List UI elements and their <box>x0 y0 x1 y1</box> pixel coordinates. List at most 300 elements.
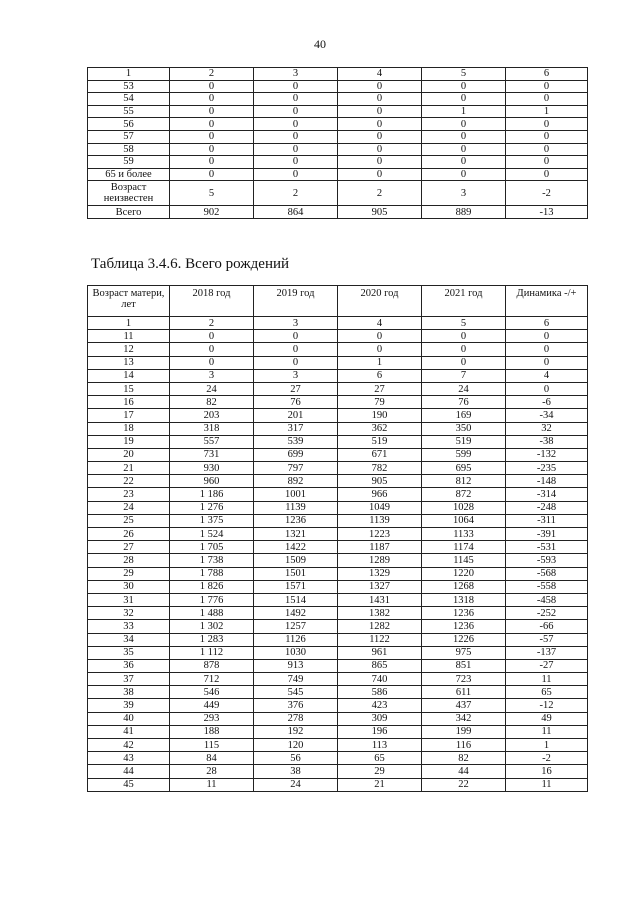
table-cell: 45 <box>88 778 170 791</box>
table-cell: 350 <box>422 422 506 435</box>
table-cell: 749 <box>254 673 338 686</box>
table-cell: 872 <box>422 488 506 501</box>
table-cell: 5 <box>170 181 254 206</box>
table-cell: -558 <box>506 580 588 593</box>
table-cell: 0 <box>506 168 588 181</box>
table-row <box>88 181 588 206</box>
table-cell: 34 <box>88 633 170 646</box>
table-cell: 82 <box>422 752 506 765</box>
table-cell: 892 <box>254 475 338 488</box>
table-cell: 31 <box>88 593 170 606</box>
table-cell: 38 <box>254 765 338 778</box>
table-cell: 1 705 <box>170 541 254 554</box>
table-cell: 82 <box>170 396 254 409</box>
table-row <box>88 422 588 435</box>
table-cell: 0 <box>422 330 506 343</box>
table-row <box>88 528 588 541</box>
table-cell: 192 <box>254 725 338 738</box>
table-cell: 4 <box>506 369 588 382</box>
table-cell: 1122 <box>338 633 422 646</box>
table-cell: 0 <box>170 80 254 93</box>
table-cell: 712 <box>170 673 254 686</box>
table-caption: Таблица 3.4.6. Всего рождений <box>91 256 290 272</box>
table-cell: 53 <box>88 80 170 93</box>
table-cell: -235 <box>506 462 588 475</box>
table-cell: 423 <box>338 699 422 712</box>
table-cell: 0 <box>254 143 338 156</box>
table-cell: 1187 <box>338 541 422 554</box>
table-row <box>88 752 588 765</box>
table-cell: 0 <box>254 80 338 93</box>
table-cell: 23 <box>88 488 170 501</box>
table-row <box>88 725 588 738</box>
table-cell: 0 <box>170 168 254 181</box>
table-cell: 960 <box>170 475 254 488</box>
table-cell: 1257 <box>254 620 338 633</box>
table-cell: -132 <box>506 448 588 461</box>
table-cell: 1 283 <box>170 633 254 646</box>
table-cell: 29 <box>88 567 170 580</box>
table-cell: 695 <box>422 462 506 475</box>
table-cell: -38 <box>506 435 588 448</box>
table-cell: 1509 <box>254 554 338 567</box>
table-cell: 961 <box>338 646 422 659</box>
table-cell: 190 <box>338 409 422 422</box>
table-cell: 1139 <box>254 501 338 514</box>
table-cell: 24 <box>88 501 170 514</box>
table-cell: 22 <box>88 475 170 488</box>
table-cell: 13 <box>88 356 170 369</box>
table-cell: 54 <box>88 93 170 106</box>
table-cell: 1139 <box>338 514 422 527</box>
table-cell: 2 <box>338 181 422 206</box>
table-cell: 20 <box>88 448 170 461</box>
table-cell: 437 <box>422 699 506 712</box>
table-cell: 975 <box>422 646 506 659</box>
table-row <box>88 580 588 593</box>
table-cell: 3 <box>170 369 254 382</box>
table-cell: 35 <box>88 646 170 659</box>
table-row <box>88 168 588 181</box>
table-cell: 22 <box>422 778 506 791</box>
table-cell: 0 <box>254 356 338 369</box>
table-cell: 33 <box>88 620 170 633</box>
table-cell: 16 <box>506 765 588 778</box>
table-cell: 1327 <box>338 580 422 593</box>
table-cell: 0 <box>422 118 506 131</box>
table-row <box>88 93 588 106</box>
table-row <box>88 448 588 461</box>
table-cell: 0 <box>170 156 254 169</box>
table-row <box>88 343 588 356</box>
table-cell: 1 302 <box>170 620 254 633</box>
table-cell: 1 276 <box>170 501 254 514</box>
table-cell: 740 <box>338 673 422 686</box>
table-cell: 4 <box>338 68 422 81</box>
table-cell: 25 <box>88 514 170 527</box>
table-cell: 1174 <box>422 541 506 554</box>
table-cell: 28 <box>170 765 254 778</box>
table-cell: 309 <box>338 712 422 725</box>
table-cell: 1571 <box>254 580 338 593</box>
table-cell: -391 <box>506 528 588 541</box>
table-cell: 1145 <box>422 554 506 567</box>
table-cell: 1 <box>88 68 170 81</box>
table-cell: 1 <box>422 105 506 118</box>
table-row <box>88 739 588 752</box>
table-cell: 905 <box>338 475 422 488</box>
table-row <box>88 118 588 131</box>
table-cell: 902 <box>170 206 254 219</box>
table-cell: 1236 <box>422 607 506 620</box>
table-row <box>88 488 588 501</box>
table-cell: 546 <box>170 686 254 699</box>
table-cell: 56 <box>254 752 338 765</box>
table-cell: 29 <box>338 765 422 778</box>
table-cell: 1236 <box>422 620 506 633</box>
table-row <box>88 607 588 620</box>
table-cell: 1321 <box>254 528 338 541</box>
table-cell: 2019 год <box>254 286 338 317</box>
table-cell: 2 <box>170 317 254 330</box>
table-cell: 905 <box>338 206 422 219</box>
table-cell: 188 <box>170 725 254 738</box>
table-cell: 0 <box>422 156 506 169</box>
table-cell: 545 <box>254 686 338 699</box>
table-row <box>88 206 588 219</box>
table-cell: 449 <box>170 699 254 712</box>
table-cell: 15 <box>88 382 170 395</box>
table-row <box>88 356 588 369</box>
table-cell: 1 738 <box>170 554 254 567</box>
table-cell: 30 <box>88 580 170 593</box>
table-cell: 12 <box>88 343 170 356</box>
table-cell: 17 <box>88 409 170 422</box>
table-cell: 293 <box>170 712 254 725</box>
table-cell: 57 <box>88 130 170 143</box>
table-cell: 1289 <box>338 554 422 567</box>
table-cell: 1 488 <box>170 607 254 620</box>
table-cell: 0 <box>170 130 254 143</box>
table-cell: 0 <box>422 93 506 106</box>
table-cell: 1382 <box>338 607 422 620</box>
table-cell: 930 <box>170 462 254 475</box>
table-cell: 0 <box>338 156 422 169</box>
births-table <box>87 285 588 792</box>
table-cell: 1 <box>506 739 588 752</box>
table-cell: 79 <box>338 396 422 409</box>
table-cell: 3 <box>254 317 338 330</box>
table-cell: 0 <box>254 168 338 181</box>
table-cell: 27 <box>254 382 338 395</box>
table-cell: -66 <box>506 620 588 633</box>
table-cell: 5 <box>422 317 506 330</box>
table-cell: 611 <box>422 686 506 699</box>
table-cell: 317 <box>254 422 338 435</box>
table-cell: 0 <box>422 343 506 356</box>
table-cell: -2 <box>506 181 588 206</box>
table-cell: 41 <box>88 725 170 738</box>
header-row <box>88 286 588 317</box>
table-row <box>88 409 588 422</box>
table-cell: 24 <box>254 778 338 791</box>
table-cell: 1329 <box>338 567 422 580</box>
table-cell: 65 и более <box>88 168 170 181</box>
table-cell: 0 <box>254 93 338 106</box>
table-row <box>88 659 588 672</box>
table-row <box>88 765 588 778</box>
table-cell: 1220 <box>422 567 506 580</box>
table-cell: 0 <box>422 356 506 369</box>
table-cell: 1282 <box>338 620 422 633</box>
table-cell: 376 <box>254 699 338 712</box>
table-cell: 1 112 <box>170 646 254 659</box>
table-cell: 1268 <box>422 580 506 593</box>
table-cell: 201 <box>254 409 338 422</box>
table-cell: 3 <box>254 68 338 81</box>
table-cell: 27 <box>88 541 170 554</box>
table-cell: 11 <box>88 330 170 343</box>
table-cell: 2020 год <box>338 286 422 317</box>
table-cell: 21 <box>338 778 422 791</box>
table-cell: 0 <box>506 118 588 131</box>
table-cell: 1318 <box>422 593 506 606</box>
table-cell: 0 <box>170 330 254 343</box>
table-row <box>88 462 588 475</box>
table-cell: 586 <box>338 686 422 699</box>
table-cell: 2018 год <box>170 286 254 317</box>
table-cell: 0 <box>338 118 422 131</box>
table-cell: 0 <box>338 143 422 156</box>
table-cell: 4 <box>338 317 422 330</box>
table-cell: -34 <box>506 409 588 422</box>
table-cell: 723 <box>422 673 506 686</box>
table-cell: 43 <box>88 752 170 765</box>
table-cell: 0 <box>338 130 422 143</box>
table-cell: 1514 <box>254 593 338 606</box>
table-cell: 731 <box>170 448 254 461</box>
table-cell: -458 <box>506 593 588 606</box>
table-cell: 18 <box>88 422 170 435</box>
table-cell: 1236 <box>254 514 338 527</box>
table-cell: 44 <box>88 765 170 778</box>
table-cell: 76 <box>254 396 338 409</box>
page-number: 40 <box>314 37 326 51</box>
table-cell: 203 <box>170 409 254 422</box>
table-cell: 0 <box>506 382 588 395</box>
births-table-body <box>88 286 588 792</box>
table-cell: 966 <box>338 488 422 501</box>
table-cell: -311 <box>506 514 588 527</box>
table-cell: 65 <box>506 686 588 699</box>
table-cell: 699 <box>254 448 338 461</box>
table-cell: -593 <box>506 554 588 567</box>
table-cell: 0 <box>506 80 588 93</box>
table-cell: 0 <box>170 356 254 369</box>
table-cell: 65 <box>338 752 422 765</box>
table-row <box>88 130 588 143</box>
table-cell: 19 <box>88 435 170 448</box>
table-cell: Возраст матери, лет <box>88 286 170 317</box>
table-cell: 1431 <box>338 593 422 606</box>
table-cell: 6 <box>506 317 588 330</box>
table-cell: 39 <box>88 699 170 712</box>
table-cell: 0 <box>338 93 422 106</box>
table-cell: 671 <box>338 448 422 461</box>
table-cell: 16 <box>88 396 170 409</box>
table-cell: 1 826 <box>170 580 254 593</box>
table-cell: 32 <box>88 607 170 620</box>
table-cell: -2 <box>506 752 588 765</box>
table-row <box>88 501 588 514</box>
table-cell: 26 <box>88 528 170 541</box>
table-cell: 1 <box>338 356 422 369</box>
table-cell: 0 <box>338 168 422 181</box>
table-cell: 199 <box>422 725 506 738</box>
table-cell: 21 <box>88 462 170 475</box>
table-cell: 0 <box>422 130 506 143</box>
table-cell: 0 <box>506 356 588 369</box>
table-cell: 6 <box>338 369 422 382</box>
table-cell: 28 <box>88 554 170 567</box>
table-cell: 11 <box>506 725 588 738</box>
table-cell: 878 <box>170 659 254 672</box>
table-cell: 0 <box>338 80 422 93</box>
table-cell: 0 <box>422 80 506 93</box>
table-cell: 38 <box>88 686 170 699</box>
table-cell: 24 <box>422 382 506 395</box>
table-row <box>88 778 588 791</box>
table-cell: 0 <box>170 343 254 356</box>
table-cell: Возраст неизвестен <box>88 181 170 206</box>
table-cell: 519 <box>422 435 506 448</box>
table-cell: 0 <box>170 118 254 131</box>
table-row <box>88 514 588 527</box>
table-cell: 782 <box>338 462 422 475</box>
table-cell: 11 <box>506 673 588 686</box>
table-cell: 36 <box>88 659 170 672</box>
table-cell: 3 <box>422 181 506 206</box>
table-row <box>88 143 588 156</box>
table-row <box>88 105 588 118</box>
table-cell: 1 <box>88 317 170 330</box>
table-cell: 14 <box>88 369 170 382</box>
table-continuation-body <box>88 68 588 219</box>
table-cell: 889 <box>422 206 506 219</box>
table-cell: 56 <box>88 118 170 131</box>
table-cell: 0 <box>170 143 254 156</box>
table-cell: 1126 <box>254 633 338 646</box>
table-cell: 0 <box>506 330 588 343</box>
table-cell: 27 <box>338 382 422 395</box>
table-row <box>88 646 588 659</box>
table-cell: 37 <box>88 673 170 686</box>
table-cell: 32 <box>506 422 588 435</box>
table-cell: 24 <box>170 382 254 395</box>
table-cell: 2021 год <box>422 286 506 317</box>
table-cell: 1133 <box>422 528 506 541</box>
table-cell: 1 788 <box>170 567 254 580</box>
table-cell: 84 <box>170 752 254 765</box>
table-cell: 0 <box>254 118 338 131</box>
table-cell: 599 <box>422 448 506 461</box>
table-cell: 5 <box>422 68 506 81</box>
table-row <box>88 435 588 448</box>
table-cell: -27 <box>506 659 588 672</box>
table-cell: 519 <box>338 435 422 448</box>
table-cell: 1501 <box>254 567 338 580</box>
table-row <box>88 396 588 409</box>
table-row <box>88 369 588 382</box>
table-cell: 1226 <box>422 633 506 646</box>
table-cell: 11 <box>170 778 254 791</box>
table-cell: 1049 <box>338 501 422 514</box>
table-cell: 0 <box>506 130 588 143</box>
table-cell: 1 375 <box>170 514 254 527</box>
column-number-row <box>88 317 588 330</box>
table-cell: 55 <box>88 105 170 118</box>
table-cell: 40 <box>88 712 170 725</box>
table-cell: -148 <box>506 475 588 488</box>
table-cell: 58 <box>88 143 170 156</box>
table-cell: 362 <box>338 422 422 435</box>
table-cell: Динамика -/+ <box>506 286 588 317</box>
table-row <box>88 686 588 699</box>
table-cell: 1422 <box>254 541 338 554</box>
table-cell: -568 <box>506 567 588 580</box>
table-cell: -57 <box>506 633 588 646</box>
table-cell: 0 <box>422 168 506 181</box>
table-cell: 913 <box>254 659 338 672</box>
table-row <box>88 330 588 343</box>
table-cell: 1 <box>506 105 588 118</box>
table-row <box>88 712 588 725</box>
table-cell: -137 <box>506 646 588 659</box>
table-cell: -252 <box>506 607 588 620</box>
table-row <box>88 673 588 686</box>
table-cell: 7 <box>422 369 506 382</box>
table-row <box>88 620 588 633</box>
table-cell: 1028 <box>422 501 506 514</box>
table-cell: -248 <box>506 501 588 514</box>
table-cell: 120 <box>254 739 338 752</box>
table-row <box>88 699 588 712</box>
table-cell: -13 <box>506 206 588 219</box>
table-cell: 0 <box>254 130 338 143</box>
table-cell: 0 <box>254 156 338 169</box>
table-cell: 76 <box>422 396 506 409</box>
table-cell: -314 <box>506 488 588 501</box>
table-cell: 0 <box>506 93 588 106</box>
table-row <box>88 80 588 93</box>
table-cell: 1223 <box>338 528 422 541</box>
table-cell: 0 <box>338 330 422 343</box>
table-row <box>88 156 588 169</box>
table-cell: 49 <box>506 712 588 725</box>
column-number-row <box>88 68 588 81</box>
table-cell: 1030 <box>254 646 338 659</box>
table-cell: 6 <box>506 68 588 81</box>
table-row <box>88 567 588 580</box>
table-row <box>88 475 588 488</box>
table-cell: Всего <box>88 206 170 219</box>
table-cell: -12 <box>506 699 588 712</box>
table-cell: 0 <box>170 105 254 118</box>
table-cell: 864 <box>254 206 338 219</box>
table-cell: 797 <box>254 462 338 475</box>
table-cell: 0 <box>170 93 254 106</box>
table-cell: 318 <box>170 422 254 435</box>
